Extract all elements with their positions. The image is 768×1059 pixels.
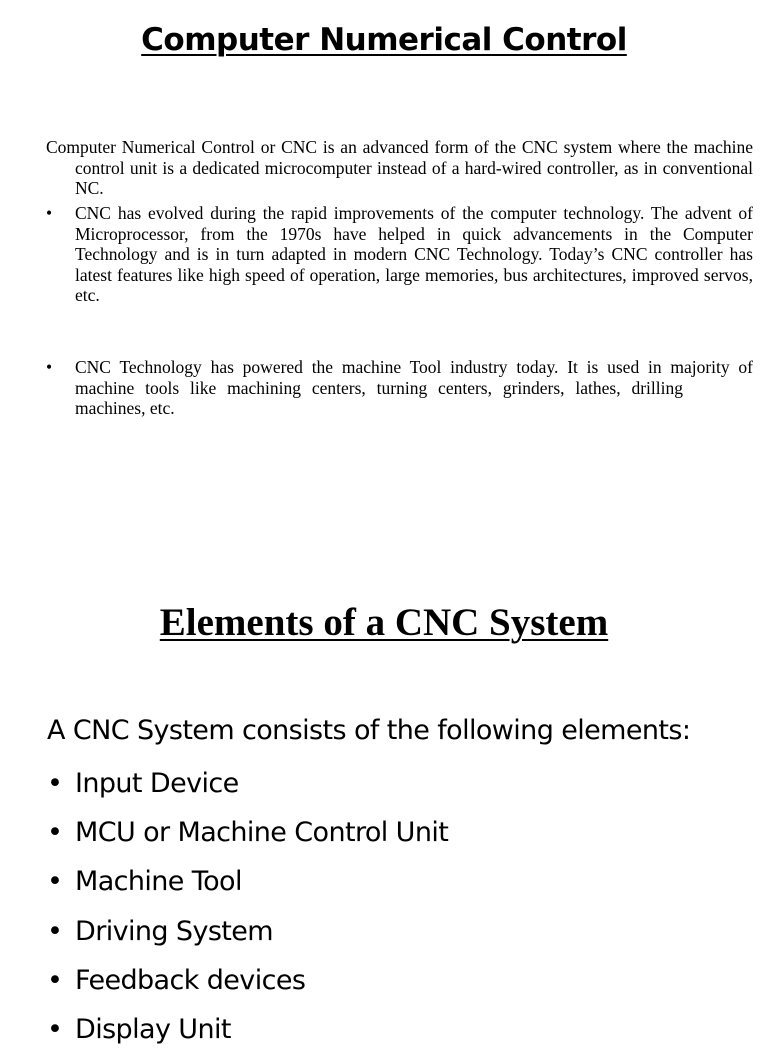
bullet-dot: • — [47, 866, 63, 898]
list-item-label: Feedback devices — [75, 964, 306, 996]
list-item — [47, 1010, 448, 1059]
bullet-dot: • — [47, 915, 63, 947]
list-item-label: Input Device — [75, 768, 239, 799]
bullet-text-tail: machines, etc. — [75, 398, 175, 418]
list-item — [47, 961, 448, 1010]
bullet-dot: • — [46, 203, 53, 223]
elements-list — [47, 764, 448, 1059]
bullet-text: CNC has evolved during the rapid improvements of the computer technology. The advent of Microprocessor, from the 1970s have helped in quick advancements in the Computer Technology and is in turn adapted in modern CNC Technology. Today’s CNC controller has latest features like high speed of operation, large memories, bus architectures, improved servos, etc. — [75, 203, 753, 305]
bullet-dot: • — [46, 357, 53, 377]
bullet-dot: • — [47, 1013, 63, 1045]
list-item — [47, 813, 448, 862]
slide-title-elements: Elements of a CNC System — [159, 601, 609, 644]
bullet-text: CNC Technology has powered the machine Tool industry today. It is used in majority of machine tools like machining centers, turning centers, grinders, lathes, drilling — [75, 357, 753, 398]
list-item — [47, 912, 448, 961]
list-item-label: Machine Tool — [75, 866, 242, 898]
bullet-dot: • — [47, 964, 63, 996]
elements-intro-text: A CNC System consists of the following elements: — [47, 715, 691, 746]
list-item — [47, 764, 448, 813]
list-item-label: MCU or Machine Control Unit — [75, 817, 449, 849]
list-item — [47, 862, 448, 911]
list-item-label: Driving System — [75, 915, 273, 947]
bullet-dot: • — [47, 817, 63, 849]
bullet-paragraph-evolution — [46, 203, 753, 306]
bullet-paragraph-industry — [46, 357, 753, 419]
intro-paragraph: Computer Numerical Control or CNC is an advanced form of the CNC system where the machine control unit is a dedicated microcomputer instead of a hard-wired controller, as in conventional NC. — [46, 137, 753, 198]
slide-title-cnc: Computer Numerical Control — [141, 22, 627, 58]
list-item-label: Display Unit — [75, 1013, 231, 1045]
bullet-dot: • — [47, 768, 63, 799]
